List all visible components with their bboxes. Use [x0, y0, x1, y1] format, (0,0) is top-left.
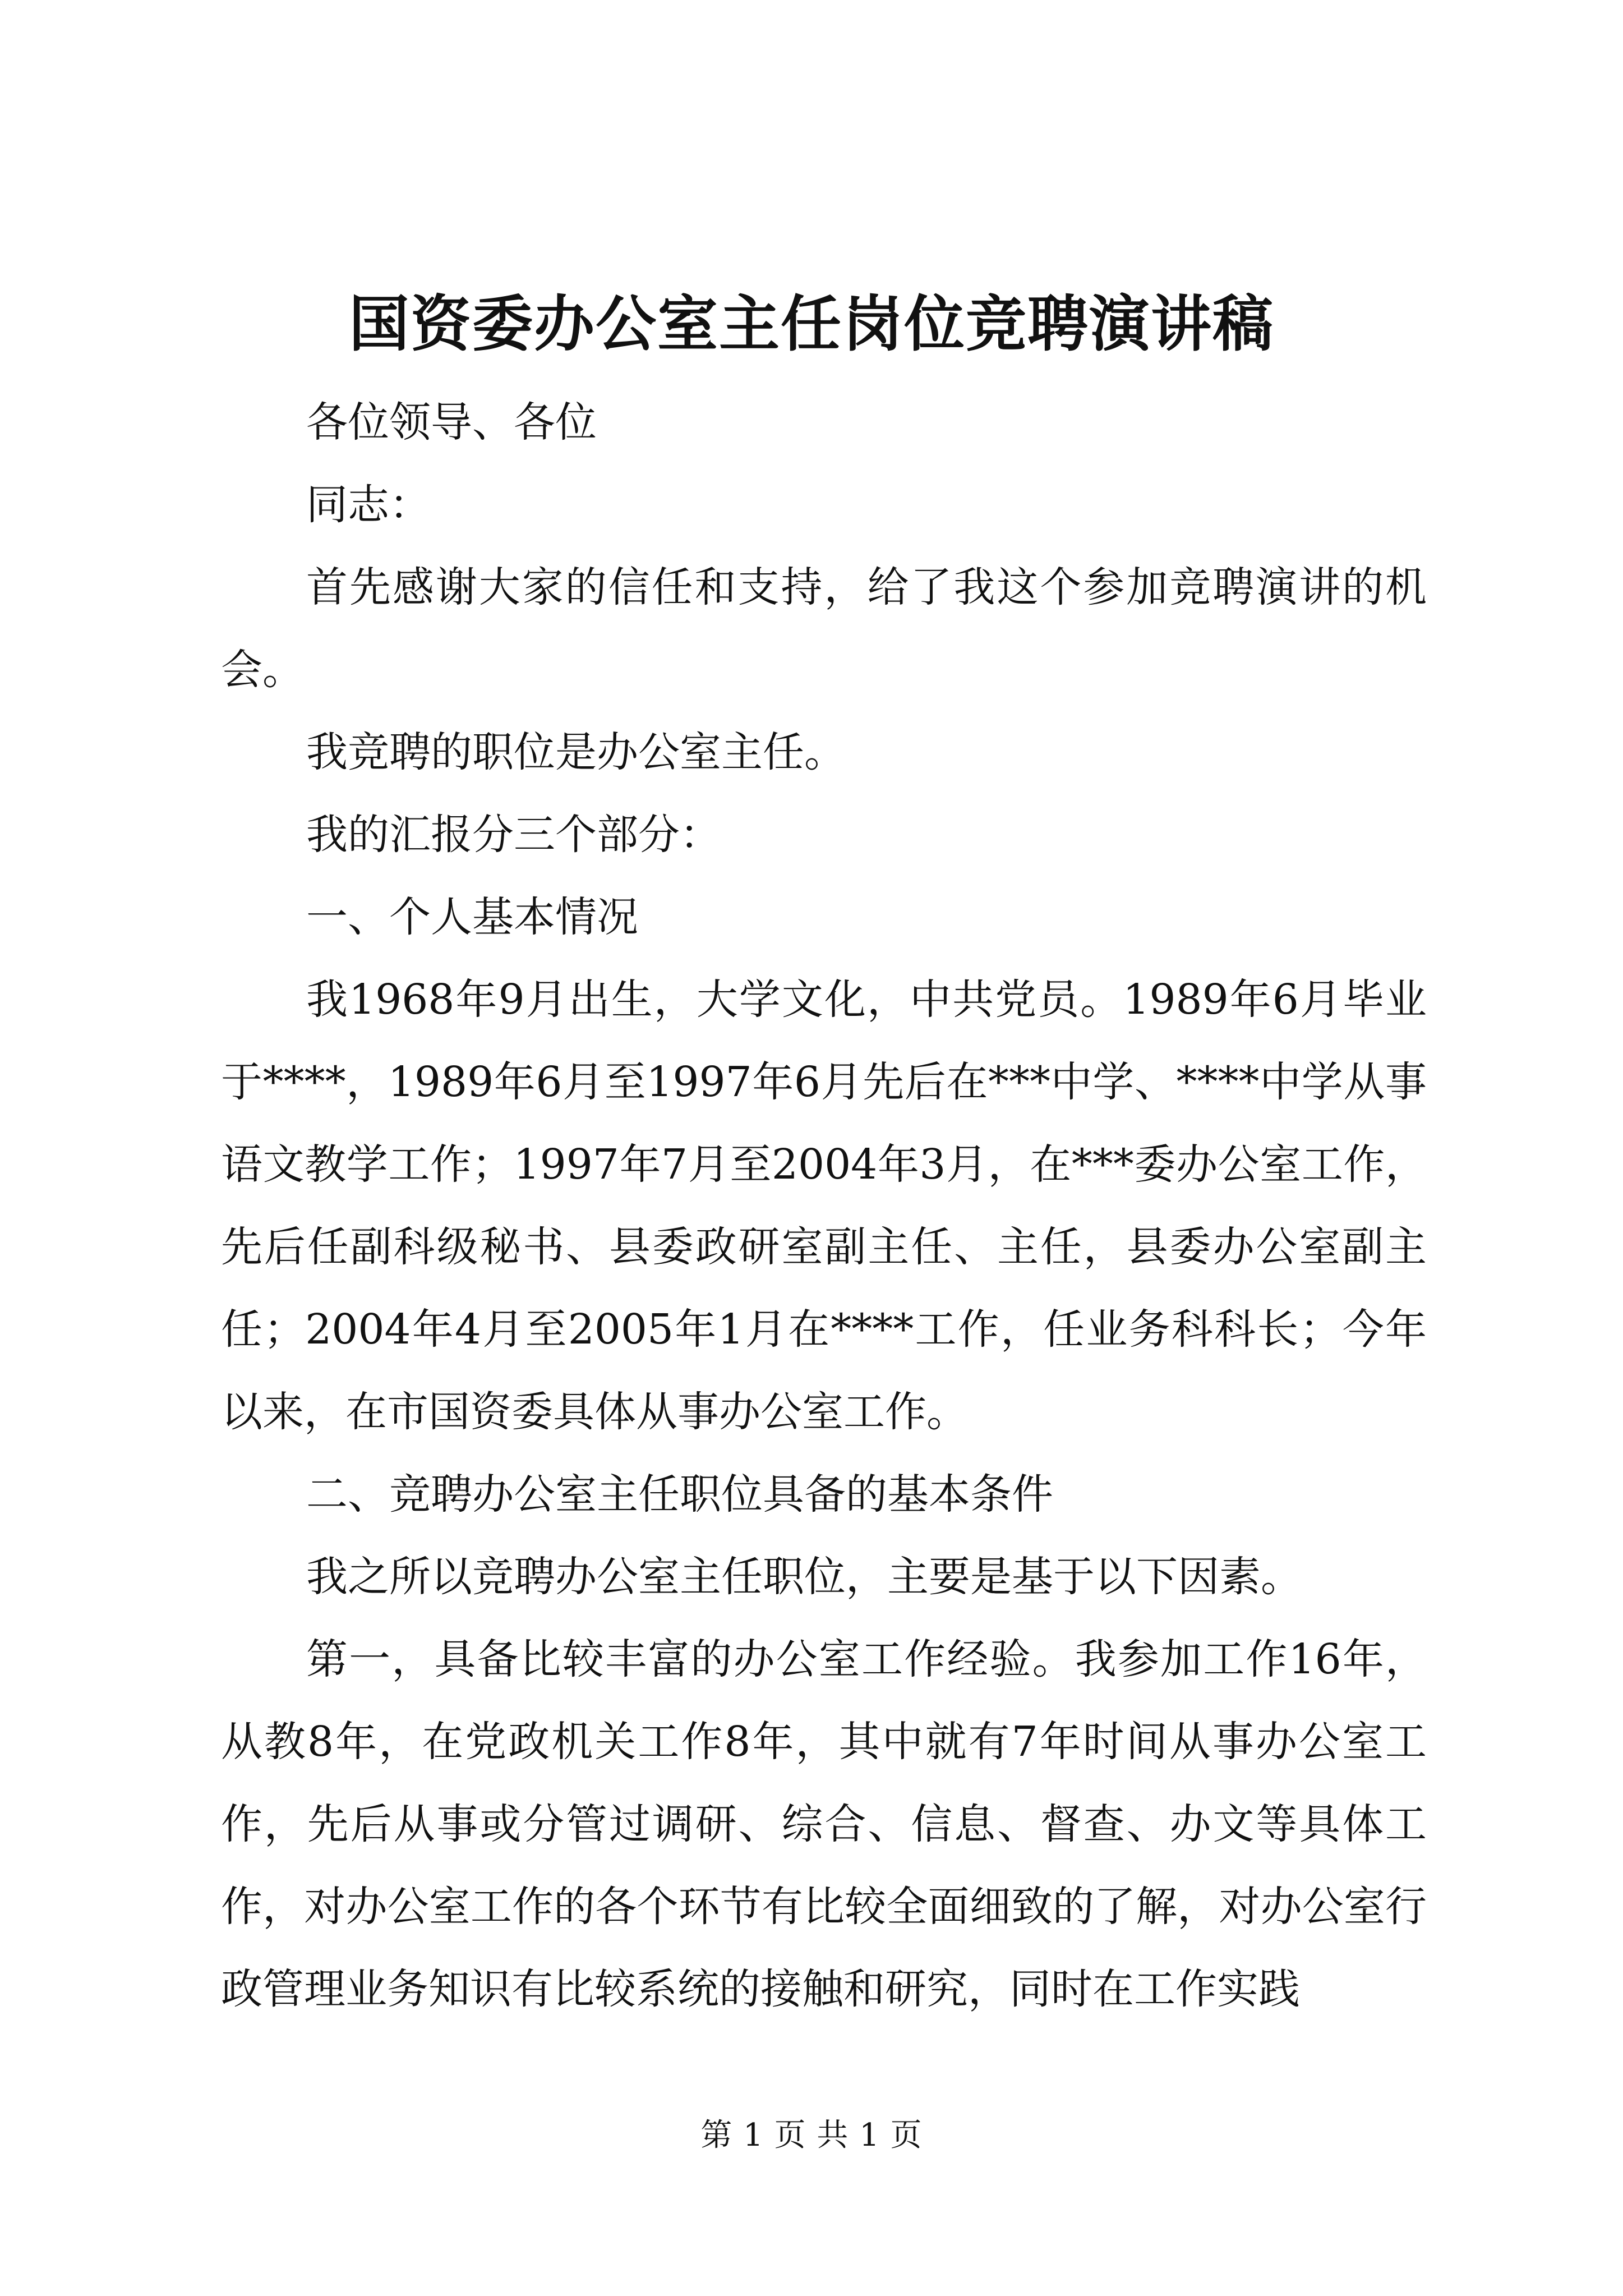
document-title: 国资委办公室主任岗位竞聘演讲稿	[348, 289, 1274, 360]
paragraph-thanks: 首先感谢大家的信任和支持，给了我这个参加竞聘演讲的机会。	[221, 563, 1427, 694]
paragraph-position: 我竞聘的职位是办公室主任。	[306, 728, 846, 776]
paragraph-reasons: 我之所以竞聘办公室主任职位，主要是基于以下因素。	[306, 1553, 1302, 1601]
document-body	[221, 381, 1427, 2031]
paragraph-salutation-2: 同志：	[306, 481, 431, 529]
section-heading-1: 一、个人基本情况	[306, 893, 638, 941]
paragraph-experience: 第一，具备比较丰富的办公室工作经验。我参加工作16年，从教8年，在党政机关工作8年，其中就有7年时间从事办公室工作，先后从事或分管过调研、综合、信息、督查、办文等具体工作，对办公室工作的各个环节有比较全面细致的了解，对办公室行政管理业务知识有比较系统的接触和研究，同时在工作实践	[221, 1635, 1427, 2013]
section-heading-2: 二、竞聘办公室主任职位具备的基本条件	[306, 1470, 1053, 1519]
paragraph-personal-info: 我1968年9月出生，大学文化，中共党员。1989年6月毕业于****，1989年6月至1997年6月先后在***中学、****中学从事语文教学工作；1997年7月至2004年3月，在***委办公室工作，先后任副科级秘书、县委政研室副主任、主任，县委办公室副主任；2004年4月至2005年1月在****工作，任业务科科长；今年以来，在市国资委具体从事办公室工作。	[221, 976, 1427, 1436]
paragraph-salutation-1: 各位领导、各位	[306, 398, 597, 447]
page-footer: 第 1 页 共 1 页	[700, 2117, 923, 2154]
paragraph-report-outline: 我的汇报分三个部分：	[306, 811, 721, 859]
